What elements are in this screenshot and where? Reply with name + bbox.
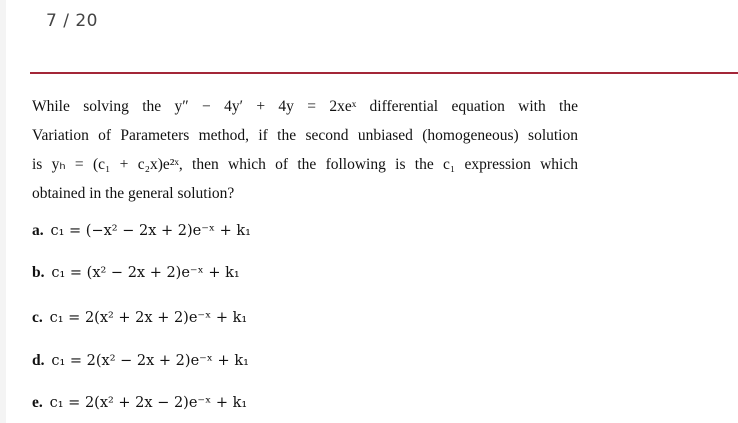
option-b[interactable] [32, 264, 240, 282]
question-line: is yₕ = (c₁ + c₂x)e²ˣ, then which of the following is the c₁ expression which [32, 156, 578, 173]
option-letter: e. [32, 394, 43, 411]
option-c[interactable] [32, 309, 247, 327]
option-expression: c₁ = 2(x² + 2x + 2)e⁻ˣ + k₁ [49, 310, 248, 326]
divider-line [30, 72, 738, 74]
option-expression: c₁ = 2(x² − 2x + 2)e⁻ˣ + k₁ [51, 353, 249, 369]
option-a[interactable] [32, 222, 251, 240]
option-expression: c₁ = (−x² − 2x + 2)e⁻ˣ + k₁ [50, 223, 251, 239]
question-line: While solving the y″ − 4y′ + 4y = 2xeˣ differential equation with the [32, 98, 578, 115]
option-letter: d. [32, 352, 45, 369]
question-text [32, 92, 578, 208]
option-letter: c. [32, 309, 43, 326]
question-counter: 7 / 20 [46, 11, 98, 31]
option-letter: a. [32, 222, 44, 239]
option-expression: c₁ = 2(x² + 2x − 2)e⁻ˣ + k₁ [49, 395, 248, 411]
question-line: Variation of Parameters method, if the second unbiased (homogeneous) solution [32, 127, 578, 144]
left-border [0, 0, 6, 423]
option-d[interactable] [32, 352, 249, 370]
question-line: obtained in the general solution? [32, 185, 235, 202]
option-expression: c₁ = (x² − 2x + 2)e⁻ˣ + k₁ [51, 265, 240, 281]
option-e[interactable] [32, 394, 247, 412]
option-letter: b. [32, 264, 45, 281]
